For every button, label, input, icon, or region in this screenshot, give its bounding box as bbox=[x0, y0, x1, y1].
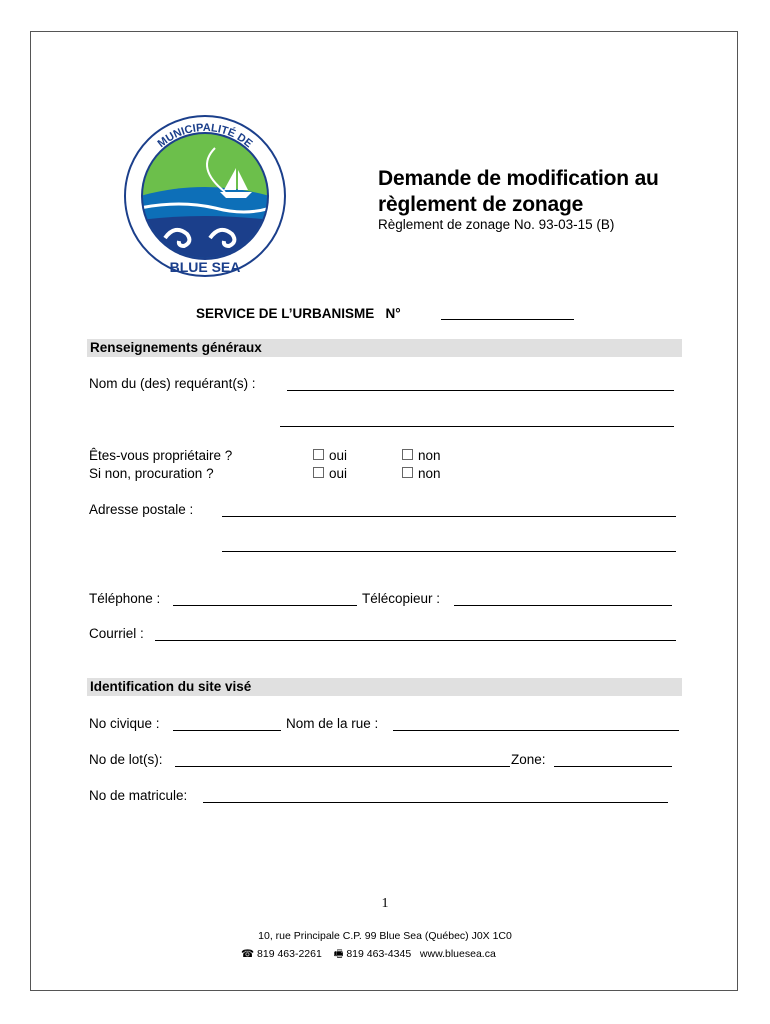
telecopieur-field[interactable] bbox=[454, 605, 672, 606]
matricule-field[interactable] bbox=[203, 802, 668, 803]
courriel-field[interactable] bbox=[155, 640, 676, 641]
adresse-label: Adresse postale : bbox=[89, 502, 194, 517]
requerant-field-2[interactable] bbox=[280, 426, 674, 427]
courriel-label: Courriel : bbox=[89, 626, 144, 641]
telecopieur-label: Télécopieur : bbox=[362, 591, 441, 606]
telephone-label: Téléphone : bbox=[89, 591, 161, 606]
civique-label: No civique : bbox=[89, 716, 160, 731]
rue-field[interactable] bbox=[393, 730, 679, 731]
footer-phone: 819 463-2261 bbox=[257, 948, 322, 960]
title-line-2: règlement de zonage bbox=[378, 193, 584, 216]
svg-text:BLUE SEA: BLUE SEA bbox=[169, 259, 241, 275]
option-non: non bbox=[418, 448, 441, 463]
lot-label: No de lot(s): bbox=[89, 752, 163, 767]
section-general-title: Renseignements généraux bbox=[90, 340, 262, 355]
proprietaire-non-checkbox[interactable] bbox=[402, 448, 441, 463]
proprietaire-oui-checkbox[interactable] bbox=[313, 448, 347, 463]
checkbox-icon bbox=[313, 467, 324, 478]
adresse-field-2[interactable] bbox=[222, 551, 676, 552]
telephone-field[interactable] bbox=[173, 605, 357, 606]
service-label: SERVICE DE L’URBANISME N° bbox=[196, 306, 401, 321]
zone-label: Zone: bbox=[511, 752, 546, 767]
lot-field[interactable] bbox=[175, 766, 510, 767]
footer-contact bbox=[241, 946, 496, 964]
section-site-title: Identification du site visé bbox=[90, 679, 252, 694]
page-number: 1 bbox=[381, 896, 389, 911]
adresse-field[interactable] bbox=[222, 516, 676, 517]
checkbox-icon bbox=[313, 449, 324, 460]
option-non: non bbox=[418, 466, 441, 481]
requerant-field[interactable] bbox=[287, 390, 674, 391]
footer-website[interactable]: www.bluesea.ca bbox=[419, 948, 496, 960]
rue-label: Nom de la rue : bbox=[286, 716, 379, 731]
proprietaire-label: Êtes-vous propriétaire ? bbox=[89, 448, 233, 463]
procuration-non-checkbox[interactable] bbox=[402, 466, 441, 481]
service-number-field[interactable] bbox=[441, 319, 574, 320]
municipality-logo bbox=[120, 108, 290, 283]
svg-text:MUNICIPALITÉ DE: MUNICIPALITÉ DE bbox=[155, 121, 255, 151]
checkbox-icon bbox=[402, 467, 413, 478]
footer-fax: 819 463-4345 bbox=[346, 948, 412, 960]
fax-icon: 🖷 bbox=[333, 948, 344, 960]
document-title bbox=[378, 166, 659, 218]
checkbox-icon bbox=[402, 449, 413, 460]
requerant-label: Nom du (des) requérant(s) : bbox=[89, 376, 256, 391]
title-line-1: Demande de modification au bbox=[378, 167, 659, 190]
procuration-label: Si non, procuration ? bbox=[89, 466, 214, 481]
procuration-oui-checkbox[interactable] bbox=[313, 466, 347, 481]
document-subtitle: Règlement de zonage No. 93-03-15 (B) bbox=[378, 217, 615, 232]
civique-field[interactable] bbox=[173, 730, 281, 731]
option-oui: oui bbox=[329, 466, 348, 481]
matricule-label: No de matricule: bbox=[89, 788, 188, 803]
option-oui: oui bbox=[329, 448, 348, 463]
phone-icon: ☎ bbox=[241, 948, 255, 960]
footer-address: 10, rue Principale C.P. 99 Blue Sea (Québec) J0X 1C0 bbox=[258, 930, 512, 942]
zone-field[interactable] bbox=[554, 766, 672, 767]
